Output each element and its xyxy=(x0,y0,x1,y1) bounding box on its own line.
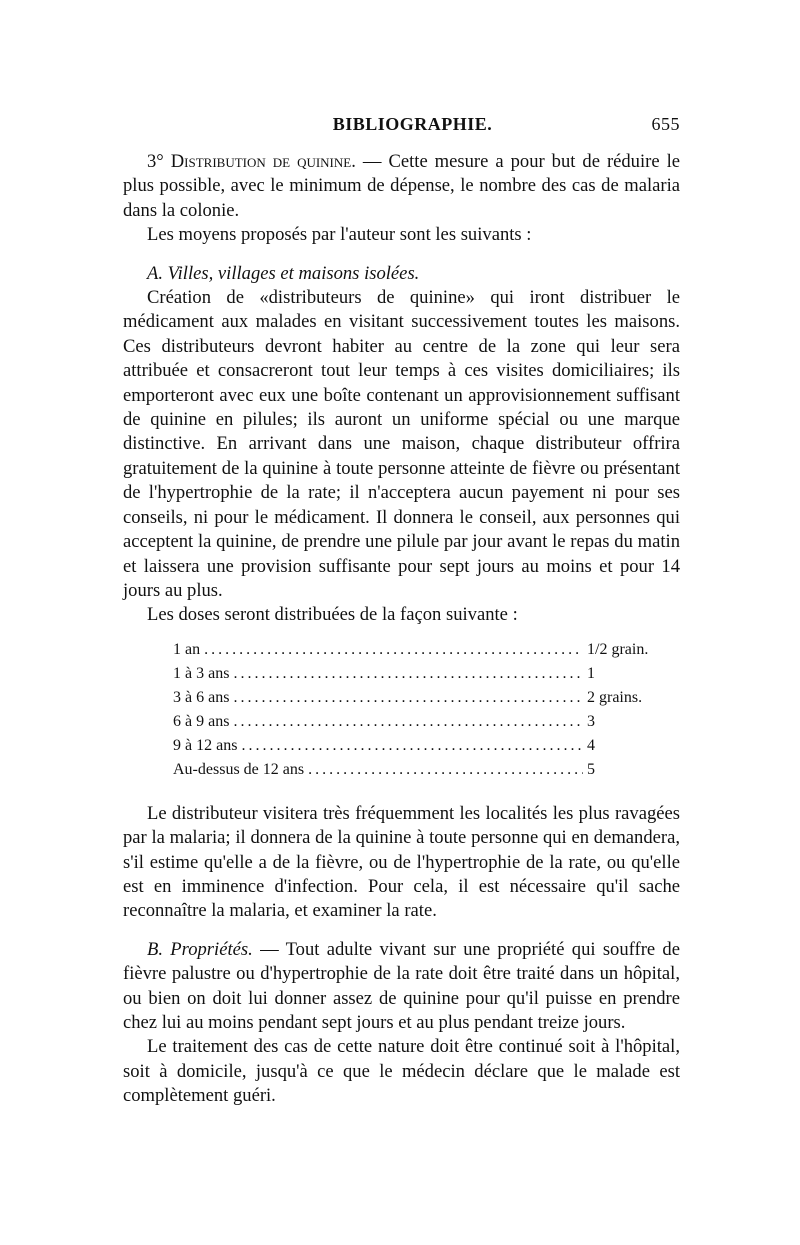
dose-amount: 4 xyxy=(587,736,595,754)
dose-amount: 3 xyxy=(587,712,595,730)
dose-age: Au-dessus de 12 ans xyxy=(173,760,305,778)
subsection-b-paragraph xyxy=(123,938,680,1036)
dose-row xyxy=(173,758,673,782)
subsection-b-text: — Tout adulte vivant sur une propriété qui souffre de fièvre palustre ou d'hypertrophie de la rate doit être traité dans un hôpital, ou bien on doit lui donner assez de quinine pour qu'il puisse en prendre chez lui au moins pendant sept jours et au plus pendant treize jours. xyxy=(123,938,680,1033)
dose-row xyxy=(173,662,673,686)
doses-intro: Les doses seront distribuées de la façon suivante : xyxy=(147,604,518,626)
dose-age: 6 à 9 ans xyxy=(173,712,230,730)
dose-table xyxy=(173,638,673,782)
leader-dots xyxy=(204,638,583,662)
leader-dots xyxy=(233,662,583,686)
subsection-a-paragraph: Création de «distributeurs de quinine» qui iront distribuer le médicament aux malades en visitant successivement toutes les maisons. Ces distributeurs devront habiter au centre de la zone qui leur sera attribuée et consacreront tout leur temps à ces visites domiciliaires; ils emporteront avec eux une boîte contenant un approvisionnement suffisant de quinine en pilules; ils auront un uniforme spécial ou une marque distinctive. En arrivant dans une maison, chaque distributeur offrira gratuitement de la quinine à toute personne atteinte de fièvre ou présentant de l'hypertrophie de la rate; il n'acceptera aucun payement ni pour ses conseils, ni pour le médicament. Il donnera le conseil, aux personnes qui acceptent la quinine, de prendre une pilule par jour avant le repas du matin et laissera une provision suffisante pour sept jours au moins et pour 14 jours au plus. xyxy=(123,287,680,601)
dose-row xyxy=(173,686,673,710)
dose-amount: 5 xyxy=(587,760,595,778)
section-text: — Cette mesure a pour but de réduire le plus possible, avec le minimum de dépense, le nombre des cas de malaria dans la colonie. xyxy=(123,151,680,221)
dose-row xyxy=(173,734,673,758)
leader-dots xyxy=(233,710,583,734)
dose-age: 3 à 6 ans xyxy=(173,688,230,706)
leader-dots xyxy=(241,734,583,758)
treatment-paragraph: Le traitement des cas de cette nature doit être continué soit à l'hôpital, soit à domicile, jusqu'à ce que le médecin déclare que le malade est complètement guéri. xyxy=(123,1036,680,1107)
section-number: 3° xyxy=(147,151,164,172)
subsection-a-heading: A. Villes, villages et maisons isolées. xyxy=(147,262,420,284)
dose-amount: 2 grains. xyxy=(587,688,643,706)
dose-age: 9 à 12 ans xyxy=(173,736,238,754)
dose-row xyxy=(173,710,673,734)
leader-dots xyxy=(233,686,583,710)
section-heading: Distribution de quinine. xyxy=(170,151,356,172)
dose-age: 1 à 3 ans xyxy=(173,664,230,682)
dose-row xyxy=(173,638,673,662)
distributor-paragraph: Le distributeur visitera très fréquemment les localités les plus ravagées par la malaria; il donnera de la quinine à toute personne qui en demandera, s'il estime qu'elle a de la fièvre, ou de l'hypertrophie de la rate, ou qu'elle est en imminence d'infection. Pour cela, il est nécessaire qu'il sache reconnaître la malaria, et examiner la rate. xyxy=(123,802,680,922)
dose-age: 1 an xyxy=(173,640,201,658)
dose-amount: 1 xyxy=(587,664,595,682)
running-header xyxy=(145,114,680,144)
header-title: BIBLIOGRAPHIE. xyxy=(332,114,493,134)
page-body xyxy=(123,150,680,1109)
section-3-paragraph xyxy=(123,150,680,223)
page-number: 655 xyxy=(651,114,680,134)
subsection-b-heading: B. Propriétés. xyxy=(147,938,253,960)
leader-dots xyxy=(308,758,583,782)
means-intro: Les moyens proposés par l'auteur sont les suivants : xyxy=(147,224,532,246)
dose-amount: 1/2 grain. xyxy=(587,640,649,658)
